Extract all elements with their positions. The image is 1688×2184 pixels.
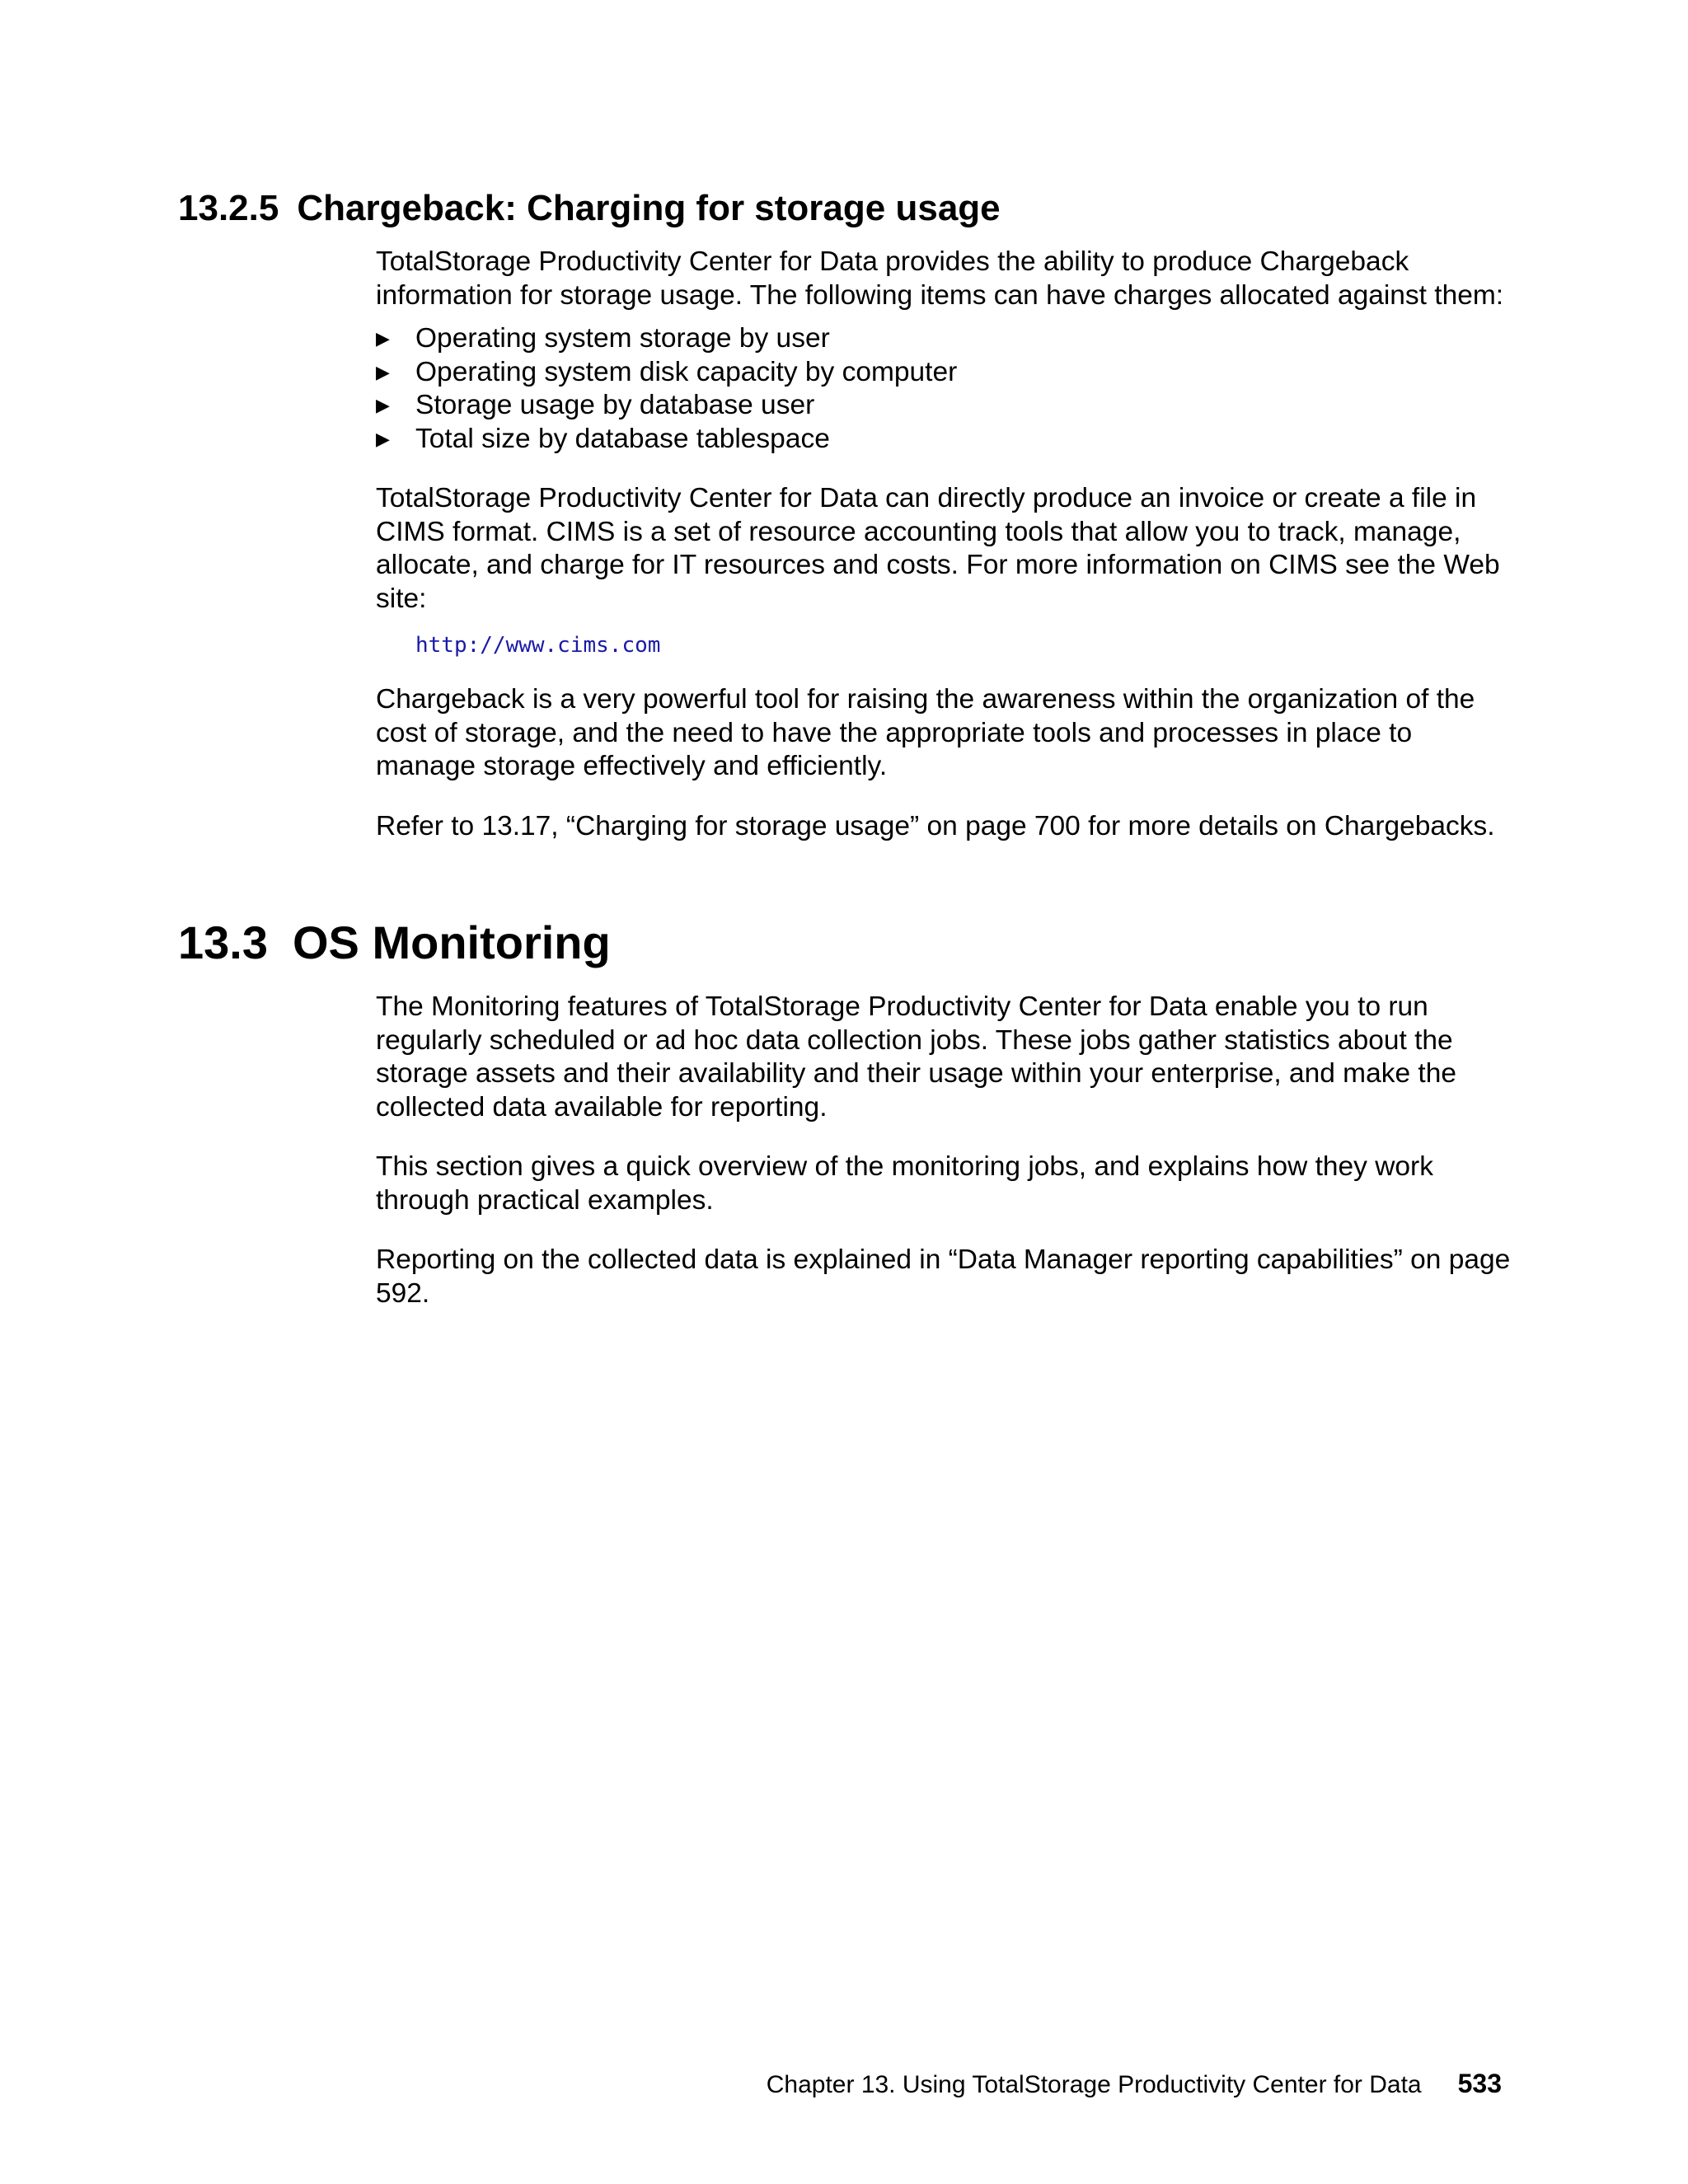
triangle-bullet-icon: ▶ [376, 361, 390, 382]
section-title: OS Monitoring [293, 916, 611, 968]
chargeback-items-list [376, 322, 1513, 456]
section-13-2-5-body [376, 246, 1513, 843]
section-heading-13-3 [178, 913, 611, 972]
paragraph: This section gives a quick overview of the monitoring jobs, and explains how they work through practical examples. [376, 1151, 1433, 1216]
page-number: 533 [1457, 2069, 1502, 2098]
paragraph: The Monitoring features of TotalStorage Productivity Center for Data enable you to run regularly scheduled or ad hoc data collection jobs. These jobs gather statistics about the storage assets and their availability and their usage within your enterprise, and make the collected data available for reporting. [376, 991, 1456, 1122]
list-item: ▶ Storage usage by database user [376, 389, 1513, 423]
section-heading-13-2-5 [178, 184, 1001, 233]
paragraph: TotalStorage Productivity Center for Data provides the ability to produce Chargeback information for storage usage. The following items can have charges allocated against them: [376, 246, 1504, 311]
section-title: Chargeback: Charging for storage usage [297, 188, 1001, 228]
section-number: 13.3 [178, 916, 268, 968]
triangle-bullet-icon: ▶ [376, 395, 390, 415]
list-item: ▶ Total size by database tablespace [376, 423, 1513, 457]
triangle-bullet-icon: ▶ [376, 328, 390, 349]
paragraph: Chargeback is a very powerful tool for raising the awareness within the organization of the cost of storage, and the need to have the appropriate tools and processes in place to manage storage effectively and efficiently. [376, 684, 1475, 781]
list-item: ▶ Operating system storage by user [376, 322, 1513, 356]
paragraph: TotalStorage Productivity Center for Data can directly produce an invoice or create a file in CIMS format. CIMS is a set of resource accounting tools that allow you to track, manage, allocate, and charge for IT resources and costs. For more information on CIMS see the Web site: [376, 483, 1500, 614]
cims-url-link[interactable]: http://www.cims.com [415, 633, 661, 658]
page-footer [767, 2067, 1502, 2102]
list-item: ▶ Operating system disk capacity by computer [376, 356, 1513, 390]
triangle-bullet-icon: ▶ [376, 428, 390, 449]
section-number: 13.2.5 [178, 188, 279, 228]
cross-reference-paragraph: Refer to 13.17, “Charging for storage usage” on page 700 for more details on Chargebacks. [376, 810, 1495, 841]
footer-chapter-title: Chapter 13. Using TotalStorage Productivity Center for Data [766, 2071, 1422, 2098]
cross-reference-paragraph: Reporting on the collected data is explained in “Data Manager reporting capabilities” on page 592. [376, 1244, 1511, 1309]
section-13-3-body [376, 991, 1513, 1310]
